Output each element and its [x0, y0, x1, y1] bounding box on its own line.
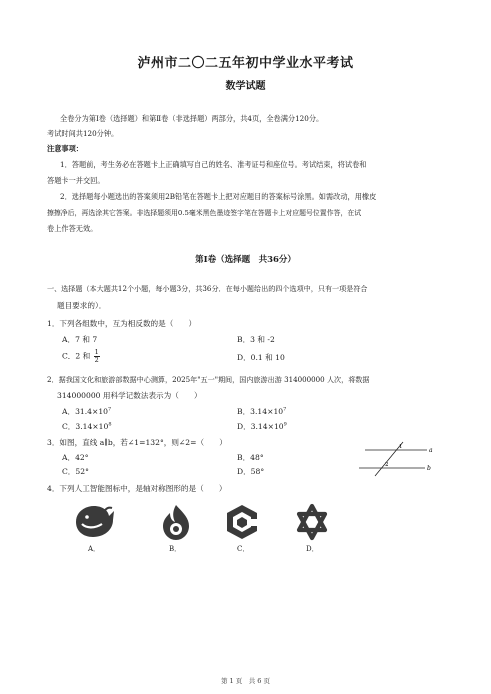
page-title: 泸州市二〇二五年初中学业水平考试: [137, 56, 354, 71]
question-4-label-b: B．: [169, 545, 182, 553]
fraction-numerator: 1: [94, 348, 99, 356]
question-1-option-c: [62, 349, 101, 364]
question-4-label-a: A．: [88, 545, 101, 553]
fraction-denominator: 2: [94, 356, 99, 364]
knot-star-logo-icon: [294, 503, 330, 541]
option-exponent: 8: [108, 421, 112, 428]
question-1-stem: 1．下列各组数中，互为相反数的是（ ）: [47, 319, 197, 328]
angle-2-label: 2: [385, 462, 389, 468]
question-3-stem: 3．如图，直线 a∥b，若∠1=132°，则∠2=（ ）: [47, 438, 227, 447]
question-1-option-d: D．0.1 和 10: [237, 353, 285, 362]
option-text: A．31.4×10: [62, 407, 109, 416]
note-1b: 答题卡一并交回。: [47, 176, 105, 185]
flame-ring-logo-icon: [158, 502, 194, 542]
angle-1-label: 1: [399, 444, 403, 450]
section-title: 第Ⅰ卷（选择题 共36分）: [195, 255, 296, 265]
question-3-option-d: D．58°: [237, 467, 265, 476]
question-2-option-b: [237, 406, 286, 417]
fraction: [94, 349, 100, 364]
note-2a: 2．选择题每小题选出的答案须用2B铅笔在答题卡上把对应题目的答案标号涂黑。如需改动，用橡皮: [60, 192, 377, 201]
question-2-stem-a: 2．据我国文化和旅游部数据中心测算，2025年"五一"期间，国内旅游出游 314000000 人次，将数据: [47, 375, 370, 384]
whale-logo-icon: [72, 502, 116, 540]
question-3-option-c: C．52°: [62, 467, 89, 476]
note-1a: 1．答题前，考生务必在答题卡上正确填写自己的姓名、准考证号和座位号。考试结束，将试卷和: [60, 160, 367, 169]
line-a-label: a: [429, 447, 433, 454]
intro-line-1: 全卷分为第Ⅰ卷（选择题）和第Ⅱ卷（非选择题）两部分，共4页，全卷满分120分。: [60, 114, 324, 123]
note-2c: 卷上作答无效。: [47, 224, 98, 233]
intro-line-2: 考试时间共120分钟。: [47, 129, 119, 138]
hexagon-cube-logo-icon: [224, 503, 260, 541]
question-3-option-a: A．42°: [62, 453, 89, 462]
question-2-stem-b: 314000000 用科学记数法表示为（ ）: [57, 391, 202, 400]
question-3-option-b: B．48°: [237, 453, 264, 462]
question-1-option-c-prefix: C．2 和: [62, 351, 91, 361]
page-subtitle: 数学试题: [225, 81, 266, 92]
question-4-label-c: C．: [237, 545, 250, 553]
line-b-label: b: [427, 465, 431, 472]
question-2-option-d: [237, 421, 287, 432]
option-text: D．3.14×10: [237, 422, 284, 431]
question-2-option-c: [62, 421, 112, 432]
question-1-option-a: A．7 和 7: [62, 335, 98, 344]
question-4-label-d: D．: [306, 545, 319, 553]
option-exponent: 7: [283, 406, 287, 413]
question-4-stem: 4．下列人工智能图标中，是轴对称图形的是（ ）: [47, 484, 227, 493]
notes-title: 注意事项：: [47, 144, 83, 153]
page-number: 第 1 页 共 6 页: [220, 677, 271, 685]
note-2b: 擦擦净后，再选涂其它答案。非选择题须用0.5毫米黑色墨迹签字笔在答题卡上对应题号位置作答，在试: [47, 209, 362, 217]
option-text: C．3.14×10: [62, 422, 109, 431]
option-exponent: 9: [283, 421, 287, 428]
section-instructions-b: 题目要求的）．: [57, 301, 107, 310]
question-3-figure: [355, 440, 435, 478]
option-text: B．3.14×10: [237, 407, 284, 416]
option-exponent: 7: [108, 406, 112, 413]
question-2-option-a: [62, 406, 111, 417]
question-1-option-b: B．3 和 -2: [237, 335, 275, 344]
section-instructions-a: 一、选择题（本大题共12个小题，每小题3分，共36分．在每小题给出的四个选项中，只有一项是符合: [47, 284, 368, 293]
